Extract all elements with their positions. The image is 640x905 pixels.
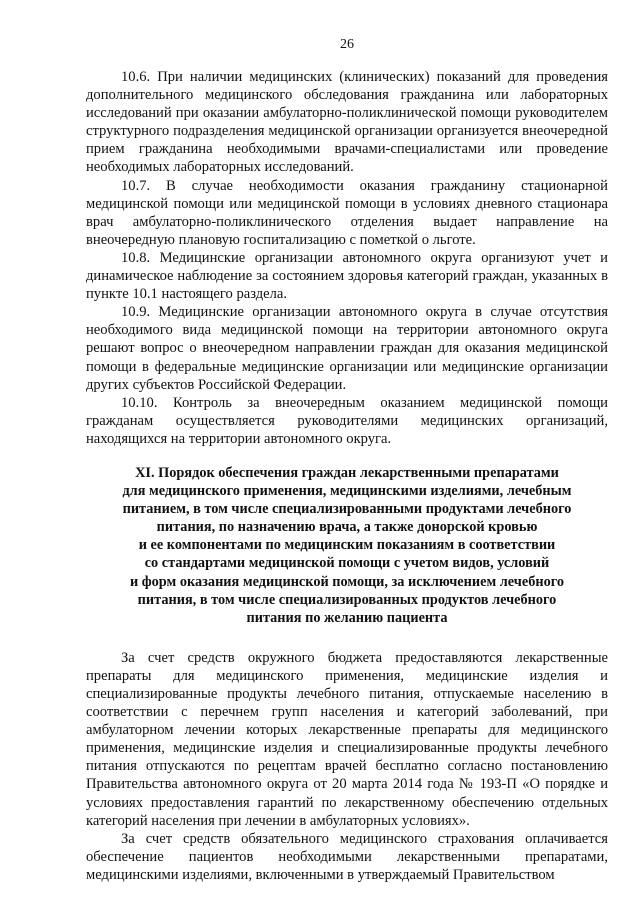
heading-line: питания, в том числе специализированных продуктов лечебного — [137, 591, 557, 608]
heading-line: питанием, в том числе специализированными продуктами лечебного — [122, 501, 572, 518]
heading-line: и ее компонентами по медицинским показаниям в соответствии — [138, 537, 556, 554]
paragraph-10-6: 10.6. При наличии медицинских (клинических) показаний для проведения дополнительного медицинского обследования гражданина или лабораторных исследований при оказании амбулаторно-поликлинической помощи руководителем структурного подразделения медицинской организации организуется внеочередной прием гражданина необходимыми врачами-специалистами или проведение необходимых лабораторных исследований. — [86, 69, 608, 176]
heading-line: питания, по назначению врача, а также донорской кровью — [156, 519, 538, 536]
paragraph-oms: За счет средств обязательного медицинского страхования оплачивается обеспечение пациентов необходимыми лекарственными препаратами, медицинскими изделиями, включенными в утверждаемый Правительством — [86, 830, 608, 883]
heading-line: и форм оказания медицинской помощи, за исключением лечебного — [129, 573, 565, 590]
heading-line: XI. Порядок обеспечения граждан лекарственными препаратами — [135, 464, 559, 481]
page-number: 26 — [340, 37, 354, 52]
paragraph-10-10: 10.10. Контроль за внеочередным оказанием медицинской помощи гражданам осуществляется руководителями медицинских организаций, находящихся на территории автономного округа. — [86, 394, 608, 447]
section-xi-heading — [86, 464, 608, 627]
paragraph-regional-budget: За счет средств окружного бюджета предоставляются лекарственные препараты для медицинского применения, медицинские изделия и специализированные продукты лечебного питания, отпускаемые населению в соответствии с перечнем групп населения и категорий заболеваний, при амбулаторном лечении которых лекарственные препараты для медицинского применения, медицинские изделия и специализированные продукты лечебного питания отпускаются по рецептам врачей бесплатно согласно постановлению Правительства автономного округа от 20 марта 2014 года № 193-П «О порядке и условиях предоставления гарантий по лекарственному обеспечению отдельных категорий населения при лечении в амбулаторных условиях». — [86, 649, 608, 829]
paragraph-10-8: 10.8. Медицинские организации автономного округа организуют учет и динамическое наблюдение за состоянием здоровья категорий граждан, указанных в пункте 10.1 настоящего раздела. — [86, 249, 608, 303]
paragraph-10-7: 10.7. В случае необходимости оказания гражданину стационарной медицинской помощи или медицинской помощи в условиях дневного стационара врач амбулаторно-поликлинического отделения выдает направление на внеочередную плановую госпитализацию с пометкой о льготе. — [86, 177, 608, 248]
heading-line: для медицинского применения, медицинскими изделиями, лечебным — [122, 483, 572, 500]
heading-line: со стандартами медицинской помощи с учетом видов, условий — [144, 555, 550, 572]
heading-line: питания по желанию пациента — [246, 609, 448, 626]
paragraph-10-9: 10.9. Медицинские организации автономного округа в случае отсутствия необходимого вида медицинской помощи на территории автономного округа решают вопрос о внеочередном направлении граждан для оказания медицинской помощи в федеральные медицинские организации или медицинские организации других субъектов Российской Федерации. — [86, 304, 608, 393]
